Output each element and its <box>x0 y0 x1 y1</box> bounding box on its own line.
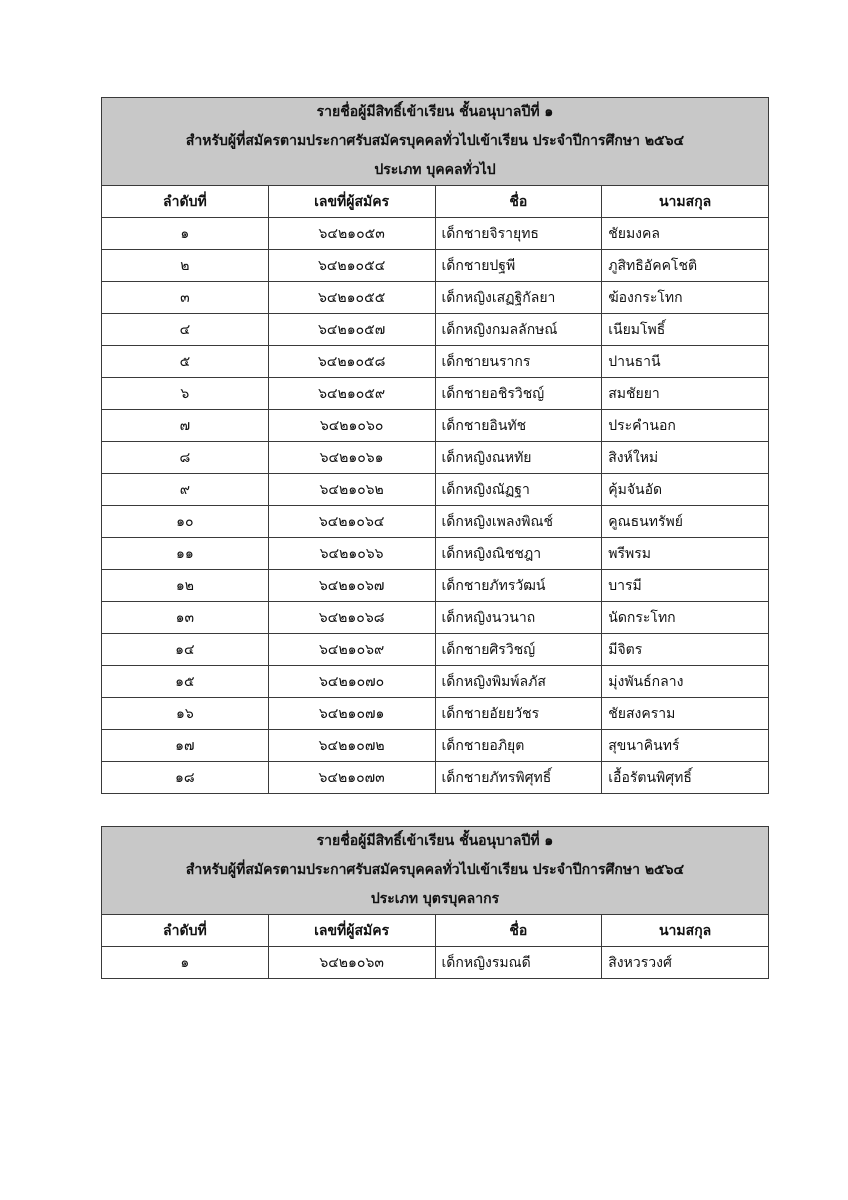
table-row <box>102 442 769 474</box>
cell-surname: ฆ้องกระโทก <box>602 282 769 314</box>
table-row <box>102 602 769 634</box>
cell-order: ๑๔ <box>102 634 269 666</box>
cell-first-name: เด็กหญิงกมลลักษณ์ <box>435 314 602 346</box>
table-title-block <box>102 827 769 915</box>
cell-surname: คุ้มจันอัด <box>602 474 769 506</box>
table-title: รายชื่อผู้มีสิทธิ์เข้าเรียน ชั้นอนุบาลปีที่ ๑ <box>316 104 554 120</box>
cell-surname: พรีพรม <box>602 538 769 570</box>
table-title: รายชื่อผู้มีสิทธิ์เข้าเรียน ชั้นอนุบาลปีที่ ๑ <box>316 833 554 849</box>
cell-surname: สิงห์ใหม่ <box>602 442 769 474</box>
cell-first-name: เด็กชายจิรายุทธ <box>435 218 602 250</box>
table-row <box>102 538 769 570</box>
column-header-name: ชื่อ <box>435 186 602 218</box>
cell-first-name: เด็กชายปฐพี <box>435 250 602 282</box>
cell-order: ๗ <box>102 410 269 442</box>
table-row <box>102 730 769 762</box>
cell-surname: คูณธนทรัพย์ <box>602 506 769 538</box>
table-row <box>102 250 769 282</box>
table-row <box>102 666 769 698</box>
cell-applicant-no: ๖๔๒๑๐๖๙ <box>268 634 435 666</box>
cell-first-name: เด็กชายอชิรวิชญ์ <box>435 378 602 410</box>
table-row <box>102 947 769 979</box>
cell-first-name: เด็กหญิงณหทัย <box>435 442 602 474</box>
cell-first-name: เด็กชายอภิยุต <box>435 730 602 762</box>
cell-order: ๒ <box>102 250 269 282</box>
cell-order: ๑ <box>102 947 269 979</box>
cell-applicant-no: ๖๔๒๑๐๕๘ <box>268 346 435 378</box>
table-row <box>102 218 769 250</box>
cell-applicant-no: ๖๔๒๑๐๗๓ <box>268 762 435 794</box>
cell-surname: สุขนาคินทร์ <box>602 730 769 762</box>
cell-surname: ชัยมงคล <box>602 218 769 250</box>
cell-order: ๑๐ <box>102 506 269 538</box>
cell-order: ๖ <box>102 378 269 410</box>
cell-first-name: เด็กชายอัยยวัชร <box>435 698 602 730</box>
table-category: ประเภท บุตรบุคลากร <box>370 891 500 907</box>
table-row <box>102 506 769 538</box>
column-header-applicant-no: เลขที่ผู้สมัคร <box>268 915 435 947</box>
cell-applicant-no: ๖๔๒๑๐๖๒ <box>268 474 435 506</box>
cell-surname: ภูสิทธิอัคคโชติ <box>602 250 769 282</box>
cell-applicant-no: ๖๔๒๑๐๖๐ <box>268 410 435 442</box>
column-header-surname: นามสกุล <box>602 186 769 218</box>
cell-first-name: เด็กหญิงนวนาถ <box>435 602 602 634</box>
cell-first-name: เด็กหญิงรมณดี <box>435 947 602 979</box>
cell-applicant-no: ๖๔๒๑๐๗๐ <box>268 666 435 698</box>
cell-order: ๑๘ <box>102 762 269 794</box>
cell-applicant-no: ๖๔๒๑๐๖๖ <box>268 538 435 570</box>
cell-applicant-no: ๖๔๒๑๐๖๗ <box>268 570 435 602</box>
column-header-row <box>102 915 769 947</box>
table-row <box>102 282 769 314</box>
cell-order: ๘ <box>102 442 269 474</box>
table-row <box>102 474 769 506</box>
cell-order: ๑๒ <box>102 570 269 602</box>
cell-applicant-no: ๖๔๒๑๐๖๓ <box>268 947 435 979</box>
cell-surname: สมชัยยา <box>602 378 769 410</box>
table-row <box>102 314 769 346</box>
cell-surname: ชัยสงคราม <box>602 698 769 730</box>
cell-order: ๑๗ <box>102 730 269 762</box>
cell-first-name: เด็กหญิงณัฏฐา <box>435 474 602 506</box>
cell-surname: เอื้อรัตนพิศุทธิ์ <box>602 762 769 794</box>
cell-applicant-no: ๖๔๒๑๐๕๓ <box>268 218 435 250</box>
table-row <box>102 378 769 410</box>
table-subtitle: สำหรับผู้ที่สมัครตามประกาศรับสมัครบุคคลทั่วไปเข้าเรียน ประจำปีการศึกษา ๒๕๖๔ <box>185 862 685 878</box>
cell-surname: บารมี <box>602 570 769 602</box>
cell-order: ๕ <box>102 346 269 378</box>
cell-order: ๓ <box>102 282 269 314</box>
cell-first-name: เด็กหญิงเพลงพิณช์ <box>435 506 602 538</box>
table-row <box>102 698 769 730</box>
table-subtitle: สำหรับผู้ที่สมัครตามประกาศรับสมัครบุคคลทั่วไปเข้าเรียน ประจำปีการศึกษา ๒๕๖๔ <box>185 133 685 149</box>
cell-applicant-no: ๖๔๒๑๐๕๔ <box>268 250 435 282</box>
cell-first-name: เด็กชายภัทรพิศุทธิ์ <box>435 762 602 794</box>
cell-surname: ประคำนอก <box>602 410 769 442</box>
cell-order: ๔ <box>102 314 269 346</box>
column-header-name: ชื่อ <box>435 915 602 947</box>
cell-order: ๑๖ <box>102 698 269 730</box>
cell-first-name: เด็กหญิงณิชชฎา <box>435 538 602 570</box>
cell-order: ๑๕ <box>102 666 269 698</box>
cell-applicant-no: ๖๔๒๑๐๕๕ <box>268 282 435 314</box>
column-header-applicant-no: เลขที่ผู้สมัคร <box>268 186 435 218</box>
cell-first-name: เด็กชายอินทัช <box>435 410 602 442</box>
cell-surname: เนียมโพธิ์ <box>602 314 769 346</box>
cell-applicant-no: ๖๔๒๑๐๖๑ <box>268 442 435 474</box>
admission-list-table-staff-children <box>101 826 769 979</box>
column-header-order: ลำดับที่ <box>102 186 269 218</box>
table-row <box>102 570 769 602</box>
cell-surname: นัดกระโทก <box>602 602 769 634</box>
cell-applicant-no: ๖๔๒๑๐๗๒ <box>268 730 435 762</box>
cell-first-name: เด็กหญิงพิมพ์ลภัส <box>435 666 602 698</box>
table-row <box>102 410 769 442</box>
cell-applicant-no: ๖๔๒๑๐๖๘ <box>268 602 435 634</box>
cell-surname: มุ่งพันธ์กลาง <box>602 666 769 698</box>
table-row <box>102 346 769 378</box>
cell-order: ๑๑ <box>102 538 269 570</box>
cell-applicant-no: ๖๔๒๑๐๕๗ <box>268 314 435 346</box>
table-row <box>102 634 769 666</box>
cell-surname: ปานธานี <box>602 346 769 378</box>
cell-applicant-no: ๖๔๒๑๐๕๙ <box>268 378 435 410</box>
cell-order: ๑๓ <box>102 602 269 634</box>
cell-order: ๑ <box>102 218 269 250</box>
table-title-block <box>102 98 769 186</box>
column-header-surname: นามสกุล <box>602 915 769 947</box>
cell-surname: มีจิตร <box>602 634 769 666</box>
table-category: ประเภท บุคคลทั่วไป <box>374 162 496 178</box>
cell-first-name: เด็กหญิงเสฏฐิกัลยา <box>435 282 602 314</box>
cell-applicant-no: ๖๔๒๑๐๖๔ <box>268 506 435 538</box>
cell-surname: สิงหวรวงศ์ <box>602 947 769 979</box>
admission-list-table-general <box>101 97 769 794</box>
cell-first-name: เด็กชายนรากร <box>435 346 602 378</box>
column-header-row <box>102 186 769 218</box>
column-header-order: ลำดับที่ <box>102 915 269 947</box>
cell-first-name: เด็กชายภัทรวัฒน์ <box>435 570 602 602</box>
cell-first-name: เด็กชายศิรวิชญ์ <box>435 634 602 666</box>
cell-applicant-no: ๖๔๒๑๐๗๑ <box>268 698 435 730</box>
table-row <box>102 762 769 794</box>
cell-order: ๙ <box>102 474 269 506</box>
